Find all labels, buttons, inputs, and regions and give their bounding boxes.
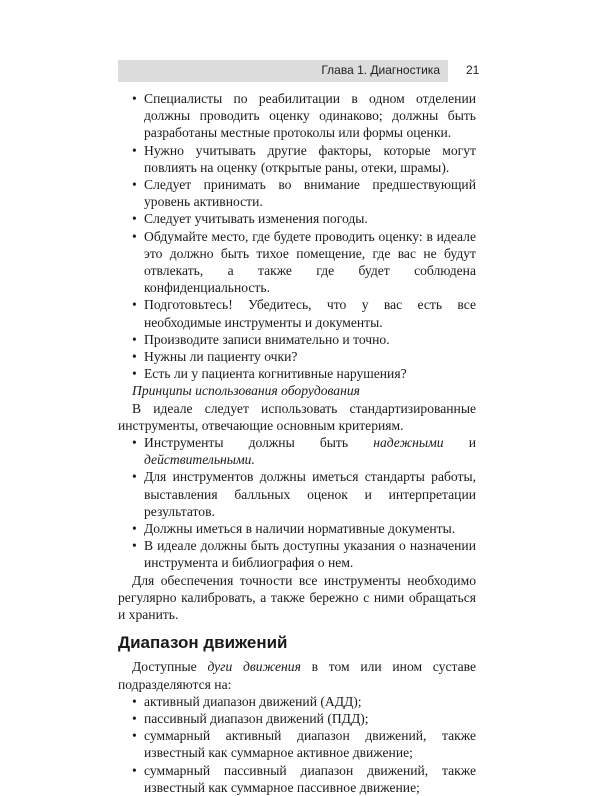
bullet-icon: • [132, 538, 137, 554]
bullet-icon: • [132, 228, 137, 244]
bullet-icon: • [132, 521, 137, 537]
list-item: • Должны иметься в наличии нормативные документы. [132, 521, 456, 537]
list-item: • Обдумайте место, где будете проводить оценку: в идеале это должно быть тихое помещение, где вас не будут отвлекать, а также где будет соблюдена конфиденциальность. [132, 228, 476, 296]
paragraph: В идеале следует использовать стандартизированные инструменты, отвечающие основным критериям. [118, 400, 476, 433]
list-item: • Для инструментов должны иметься стандарты работы, выставления балльных оценок и интерпретации результатов. [132, 469, 476, 519]
page-number: 21 [466, 63, 480, 77]
criteria-list [118, 434, 476, 572]
bullet-icon: • [132, 91, 137, 106]
chapter-title: Глава 1. Диагностика [321, 63, 440, 77]
list-item: • В идеале должны быть доступны указания о назначении инструмента и библиография о нем. [132, 538, 476, 571]
list-item: • Следует учитывать изменения погоды. [132, 211, 368, 227]
emphasis: действительными. [144, 452, 255, 468]
subheading: Принципы использования оборудования [132, 383, 360, 399]
bullet-icon: • [132, 710, 137, 726]
bullet-icon: • [132, 142, 137, 158]
bullet-icon: • [132, 469, 137, 485]
emphasis: надежными [373, 435, 444, 451]
range-types-list [118, 693, 476, 796]
list-item: • Специалисты по реабилитации в одном отделении должны проводить оценку одинаково; должны быть разработаны местные протоколы или формы оценки. [132, 91, 476, 141]
bullet-icon: • [132, 349, 137, 365]
list-item: • Инструменты должны быть надежными и действительными. [132, 435, 476, 468]
bullet-icon: • [132, 331, 137, 347]
list-item: • пассивный диапазон движений (ПДД); [132, 710, 369, 726]
bullet-icon: • [132, 435, 137, 451]
bullet-icon: • [132, 177, 137, 193]
bullet-icon: • [132, 211, 137, 227]
section-heading: Диапазон движений [118, 633, 288, 653]
list-item: • Производите записи внимательно и точно. [132, 331, 390, 347]
list-item: • активный диапазон движений (АДД); [132, 693, 362, 709]
list-item: • Подготовьтесь! Убедитесь, что у вас есть все необходимые инструменты и документы. [132, 297, 476, 330]
list-item: • Есть ли у пациента когнитивные нарушения? [132, 366, 407, 382]
page-body [118, 90, 476, 796]
bullet-icon: • [132, 366, 137, 382]
running-header [118, 60, 448, 82]
bullet-icon: • [132, 762, 137, 778]
paragraph: Доступные дуги движения в том или ином суставе подразделяются на: [118, 659, 476, 692]
bullet-icon: • [132, 693, 137, 709]
paragraph: Для обеспечения точности все инструменты необходимо регулярно калибровать, а также бережно с ними обращаться и хранить. [118, 572, 476, 623]
bullet-icon: • [132, 728, 137, 744]
list-item: • суммарный активный диапазон движений, также известный как суммарное активное движение; [132, 728, 476, 761]
list-item: • Нужны ли пациенту очки? [132, 349, 298, 365]
list-item: • Следует принимать во внимание предшествующий уровень активности. [132, 177, 476, 210]
list-item: • суммарный пассивный диапазон движений, также известный как суммарное пассивное движение; [132, 762, 476, 795]
checklist [118, 90, 476, 382]
emphasis: дуги движения [207, 659, 301, 675]
bullet-icon: • [132, 297, 137, 313]
list-item: • Нужно учитывать другие факторы, которые могут повлиять на оценку (открытые раны, отеки, шрамы). [132, 142, 476, 175]
